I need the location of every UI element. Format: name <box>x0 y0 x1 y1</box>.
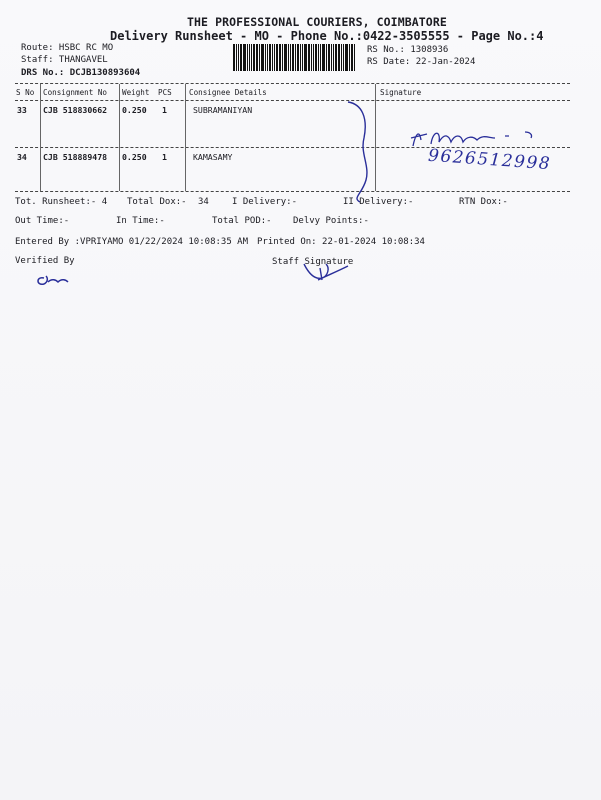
handwritten-signature <box>405 122 555 152</box>
col-divider <box>40 84 41 191</box>
barcode-bar <box>269 44 271 71</box>
route-label: Route: HSBC RC MO <box>21 43 114 53</box>
barcode-bar <box>267 44 268 71</box>
barcode-bar <box>282 44 283 71</box>
barcode-bar <box>311 44 312 71</box>
barcode-bar <box>279 44 281 71</box>
barcode-bar <box>349 44 350 71</box>
barcode-bar <box>320 44 321 71</box>
i-delivery: I Delivery:- <box>232 197 298 207</box>
row-weight: 0.250 <box>122 152 147 162</box>
barcode-bar <box>288 44 289 71</box>
row-sno: 33 <box>17 105 27 115</box>
rs-number: RS No.: 1308936 <box>367 45 449 55</box>
col-header-consignment: Consignment No <box>43 88 108 97</box>
table-bottom-rule <box>15 191 570 192</box>
barcode-bar <box>265 44 266 71</box>
printed-on: Printed On: 22-01-2024 10:08:34 <box>257 237 425 247</box>
col-header-signature: Signature <box>380 88 422 97</box>
barcode-bar <box>322 44 325 71</box>
row-weight: 0.250 <box>122 105 147 115</box>
row-pcs: 1 <box>162 152 167 162</box>
barcode-bar <box>292 44 294 71</box>
barcode-bar <box>240 44 242 71</box>
tot-runsheet: Tot. Runsheet:- 4 <box>15 197 108 207</box>
barcode-bar <box>302 44 303 71</box>
staff-signature-mark <box>300 258 352 284</box>
entered-by: Entered By :VPRIYAMO 01/22/2024 10:08:35 AM <box>15 237 248 247</box>
total-dox-label: Total Dox:- <box>127 197 187 207</box>
row-sno: 34 <box>17 152 27 162</box>
row-consignment: CJB 518830662 <box>43 105 108 115</box>
barcode-bar <box>243 44 246 71</box>
company-name: THE PROFESSIONAL COURIERS, COIMBATORE <box>187 15 447 29</box>
ii-delivery: II Delivery:- <box>343 197 414 207</box>
col-header-weight: Weight <box>122 88 150 97</box>
barcode-bar <box>326 44 327 71</box>
barcode-bar <box>345 44 348 71</box>
barcode-bar <box>274 44 275 71</box>
barcode-bar <box>247 44 248 71</box>
barcode-bar <box>315 44 317 71</box>
barcode-bar <box>272 44 273 71</box>
barcode-bar <box>343 44 344 71</box>
row-pcs: 1 <box>162 105 167 115</box>
barcode-bar <box>276 44 278 71</box>
barcode-bar <box>295 44 296 71</box>
barcode-bar <box>313 44 314 71</box>
total-pod: Total POD:- <box>212 216 272 226</box>
delvy-points: Delvy Points:- <box>293 216 369 226</box>
table-top-rule <box>15 83 570 84</box>
row-consignee: SUBRAMANIYAN <box>193 105 253 115</box>
barcode-bar <box>331 44 332 71</box>
rs-date: RS Date: 22-Jan-2024 <box>367 57 476 67</box>
barcode-bar <box>251 44 252 71</box>
verified-by-signature <box>34 270 74 290</box>
barcode-bar <box>259 44 260 71</box>
barcode-bar <box>253 44 255 71</box>
barcode-bar <box>341 44 342 71</box>
barcode-bar <box>233 44 235 71</box>
barcode-bar <box>328 44 330 71</box>
out-time: Out Time:- <box>15 216 70 226</box>
barcode-bar <box>249 44 250 71</box>
handwritten-bracket <box>340 98 380 206</box>
barcode-bar <box>300 44 301 71</box>
col-divider <box>185 84 186 191</box>
staff-signature-label: Staff Signature <box>272 257 354 267</box>
barcode-bar <box>297 44 299 71</box>
barcode-bar <box>335 44 337 71</box>
barcode <box>233 44 358 71</box>
col-header-consignee: Consignee Details <box>189 88 267 97</box>
barcode-bar <box>318 44 319 71</box>
barcode-bar <box>290 44 291 71</box>
runsheet-title: Delivery Runsheet - MO - Phone No.:0422-3505555 - Page No.:4 <box>110 29 544 43</box>
barcode-bar <box>333 44 334 71</box>
table-header-rule <box>15 100 570 101</box>
barcode-bar <box>284 44 287 71</box>
col-divider <box>119 84 120 191</box>
barcode-bar <box>256 44 258 71</box>
barcode-bar <box>261 44 264 71</box>
in-time: In Time:- <box>116 216 165 226</box>
barcode-bar <box>351 44 353 71</box>
verified-by-label: Verified By <box>15 256 75 266</box>
handwritten-phone: 9626512998 <box>427 145 552 175</box>
row-consignment: CJB 518889478 <box>43 152 108 162</box>
barcode-bar <box>308 44 310 71</box>
row-consignee: KAMASAMY <box>193 152 233 162</box>
barcode-bar <box>238 44 239 71</box>
drs-number: DRS No.: DCJB130893604 <box>21 68 141 78</box>
barcode-bar <box>354 44 355 71</box>
barcode-bar <box>304 44 307 71</box>
total-dox-value: 34 <box>198 197 209 207</box>
barcode-bar <box>338 44 340 71</box>
rtn-dox: RTN Dox:- <box>459 197 508 207</box>
col-header-sno: S No <box>16 88 35 97</box>
col-header-pcs: PCS <box>158 88 172 97</box>
barcode-bar <box>236 44 237 71</box>
staff-label: Staff: THANGAVEL <box>21 55 108 65</box>
